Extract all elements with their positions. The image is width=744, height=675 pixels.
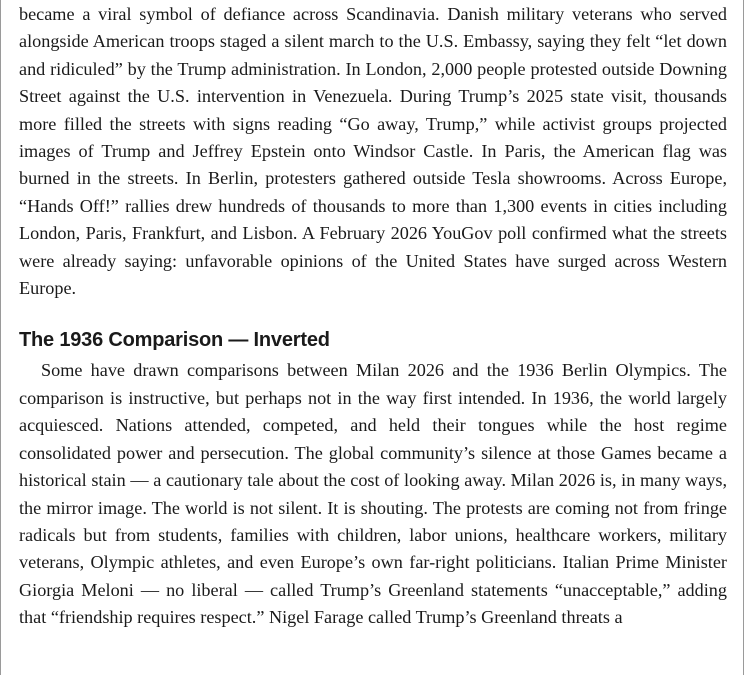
section-heading: The 1936 Comparison — Inverted — [19, 329, 330, 352]
document-page — [19, 0, 727, 632]
body-paragraph: became a viral symbol of defiance across Scandinavia. Danish military veterans who served alongside American troops staged a silent march to the U.S. Embassy, saying they felt “let down and ridiculed” by the Trump administration. In London, 2,000 people protested outside Downing Street against the U.S. intervention in Venezuela. During Trump’s 2025 state visit, thousands more filled the streets with signs reading “Go away, Trump,” while activist groups projected images of Trump and Jeffrey Epstein onto Windsor Castle. In Paris, the American flag was burned in the streets. In Berlin, protesters gathered outside Tesla showrooms. Across Europe, “Hands Off!” rallies drew hundreds of thousands to more than 1,300 events in cities including London, Paris, Frankfurt, and Lisbon. A February 2026 YouGov poll confirmed what the streets were already saying: unfavorable opinions of the United States have surged across Western Europe. — [19, 4, 727, 299]
body-paragraph: Some have drawn comparisons between Milan 2026 and the 1936 Berlin Olympics. The comparison is instructive, but perhaps not in the way first intended. In 1936, the world largely acquiesced. Nations attended, competed, and held their tongues while the host regime consolidated power and persecution. The global community’s silence at those Games became a historical stain — a cautionary tale about the cost of looking away. Milan 2026 is, in many ways, the mirror image. The world is not silent. It is shouting. The protests are coming not from fringe radicals but from students, families with children, labor unions, healthcare workers, military veterans, Olympic athletes, and even Europe’s own far-right politicians. Italian Prime Minister Giorgia Meloni — no liberal — called Trump’s Greenland statements “unacceptable,” adding that “friendship requires respect.” Nigel Farage called Trump’s Greenland threats a — [19, 360, 727, 628]
